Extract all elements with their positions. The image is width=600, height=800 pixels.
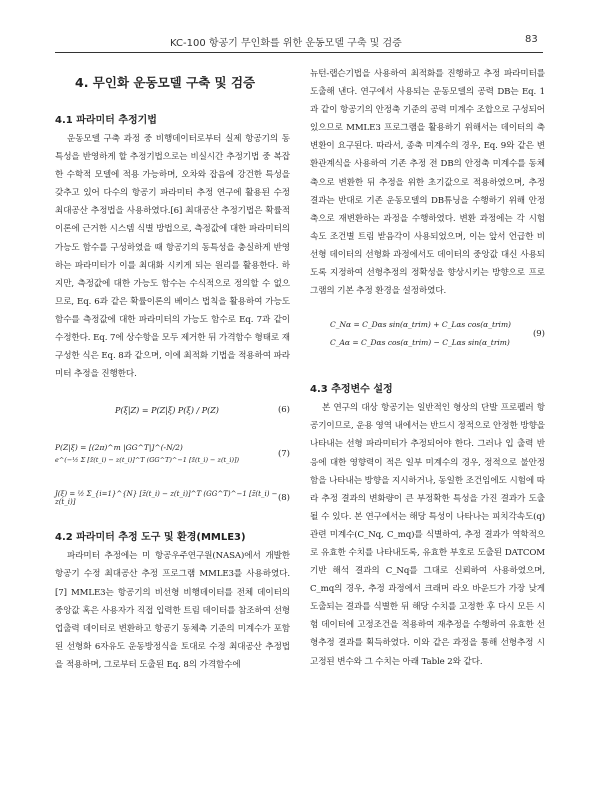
equation-7-body [55,443,239,464]
equation-7-number: (7) [277,448,290,459]
equation-9-body [330,316,511,352]
equation-8-number: (8) [277,493,290,504]
subsection-4-3-title: 4.3 추정변수 설정 [310,384,393,396]
paragraph-4-1: 운동모델 구축 과정 중 비행데이터로부터 실제 항공기의 동 특성을 반영하게 할 추정기법으로는 비실시간 추정기법 중 복잡한 수학적 모델에 적용 가능하며, 오차와 잡음에 강건한 특성을 갖추고 있어 다수의 항공기 파라미터 추정 연구에 활용된 수정 최대공산 추정법을 사용하였다.[6] 최대공산 추정기법은 확률적 이론에 근거한 시스템 식별 방법으로, 측정값에 대한 파라미터의 가능도 함수를 구성하였을 때 항공기의 동특성을 충실하게 반영하는 파라미터가 이를 최대화 시키게 되는 원리를 활용한다. 하지만, 측정값에 대한 가능도 함수는 수식적으로 정의할 수 없으므로, Eq. 6과 같은 확률이론의 베이스 법칙을 활용하여 가능도 함수를 측정값에 대한 파라미터의 가능도 함수로 Eq. 7과 같이 수정한다. Eq. 7에 상수항을 모두 제거한 뒤 가격함수 형태로 재구성한 식은 Eq. 8과 같으며, 이에 최적화 기법을 적용하여 파라미터 추정을 진행한다. [55,134,290,380]
paragraph-4-3: 본 연구의 대상 항공기는 일반적인 형상의 단발 프로펠러 항공기이므로, 운용 영역 내에서는 반드시 정적으로 안정한 방향을 나타내는 선형 파라미터가 추정되어야 한다. 그러나 입 출력 반응에 대한 영향력이 적은 일부 미계수의 경우, 정적으로 불안정함을 나타내는 방향을 지시하거나, 동일한 조건임에도 시험에 따라 추정 결과의 변화량이 큰 부정확한 특성을 가진 결과가 도출될 수 있다. 본 연구에서는 해당 특성이 나타나는 피치각속도(q) 관련 미계수(C_Nq, C_mq)를 식별하여, 추정 결과가 역학적으로 유효한 수치를 나타내도록, 유효한 부호로 도출된 DATCOM기반 해석 결과의 C_Nq를 그대로 신뢰하여 사용하였으며, C_mq의 경우, 추정 과정에서 크래머 라오 바운드가 가장 낮게 도출되는 결과를 식별한 뒤 해당 수치를 고정한 후 다시 모든 시험 데이터에 고정조건을 적용하여 재추정을 수행하여 유효한 선형추정 결과를 획득하였다. 이와 같은 과정을 통해 선형추정 시 고정된 변수와 그 수치는 아래 Table 2와 같다. [310,403,545,667]
equation-6 [55,405,290,415]
left-column [55,65,290,674]
equation-6-body: P(ξ|Z) = P(Z|ξ) P(ξ) / P(Z) [115,405,219,415]
header-rule [55,52,543,53]
subsection-4-2-title: 4.2 파라미터 추정 도구 및 환경(MMLE3) [55,532,246,544]
right-column [310,65,545,671]
equation-9 [310,316,545,352]
paragraph-4-2-continued: 뉴턴-랩슨기법을 사용하여 최적화를 진행하고 추정 파라미터를 도출해 낸다. 연구에서 사용되는 운동모델의 공력 DB는 Eq. 1과 같이 항공기의 안정축 기준의 공력 미계수 조합으로 구성되어 있으므로 MMLE3 프로그램을 활용하기 위해서는 데이터의 축 변환이 요구된다. 따라서, 종축 미계수의 경우, Eq. 9와 같은 변환관계식을 사용하여 기존 추정 전 DB의 안정축 미계수를 동체축으로 변환한 뒤 추정을 위한 초기값으로 적용하였으며, 추정 결과는 반대로 기존 운동모델의 DB튜닝을 수행하기 위해 안정축으로 재변환하는 과정을 수행하였다. 변환 과정에는 각 시험 속도 조건별 트림 받음각이 사용되었으며, 이는 앞서 언급한 비선형 데이터의 선형화 과정에서도 데이터의 중앙값 대신 사용되도록 지정하여 선형추정의 정확성을 향상시키는 방향으로 프로그램의 기본 추정 환경을 설정하였다. [310,69,545,297]
equation-9-line2: C_Aα = C_Dαs cos(α_trim) − C_Lαs sin(α_trim) [330,338,510,348]
equation-7-line1: P(Z|ξ) = [(2π)^m |GG^T|]^(-N/2) [55,443,183,453]
section-title: 4. 무인화 운동모델 구축 및 검증 [75,75,256,90]
equation-7-line2: e^(−½ Σ [z̃(t_i) − z(t_i)]^T (GG^T)^−1 [z̃(t_i) − z(t_i)]) [55,456,240,465]
paragraph-4-2: 파라미터 추정에는 미 항공우주연구원(NASA)에서 개발한 항공기 수정 최대공산 추정 프로그램 MMLE3를 사용하였다.[7] MMLE3는 항공기의 비선형 비행데이터를 전체 데이터의 중앙값 혹은 사용자가 직접 입력한 트림 데이터를 참조하여 선형 업출력 데이터로 변환하고 항공기 동체축 기준의 미계수가 포함된 선형화 6자유도 운동방정식을 토대로 수정 최대공산 추정법을 적용하며, 그로부터 도출된 Eq. 8의 가격함수에 [55,551,290,670]
page-number: 83 [525,34,538,45]
equation-8 [55,490,290,506]
equation-7 [55,443,290,464]
equation-6-number: (6) [277,405,290,416]
equation-8-body: J(ξ) = ½ Σ_{i=1}^{N} [z̃(t_i) − z(t_i)]^T (GG^T)^−1 [z̃(t_i) − z(t_i)] [55,490,278,507]
subsection-4-1-title: 4.1 파라미터 추정기법 [55,115,157,126]
equation-9-number: (9) [532,329,545,340]
equation-9-line1: C_Nα = C_Dαs sin(α_trim) + C_Lαs cos(α_trim) [330,320,511,330]
running-title: KC-100 항공기 무인화를 위한 운동모델 구축 및 검증 [170,38,402,49]
